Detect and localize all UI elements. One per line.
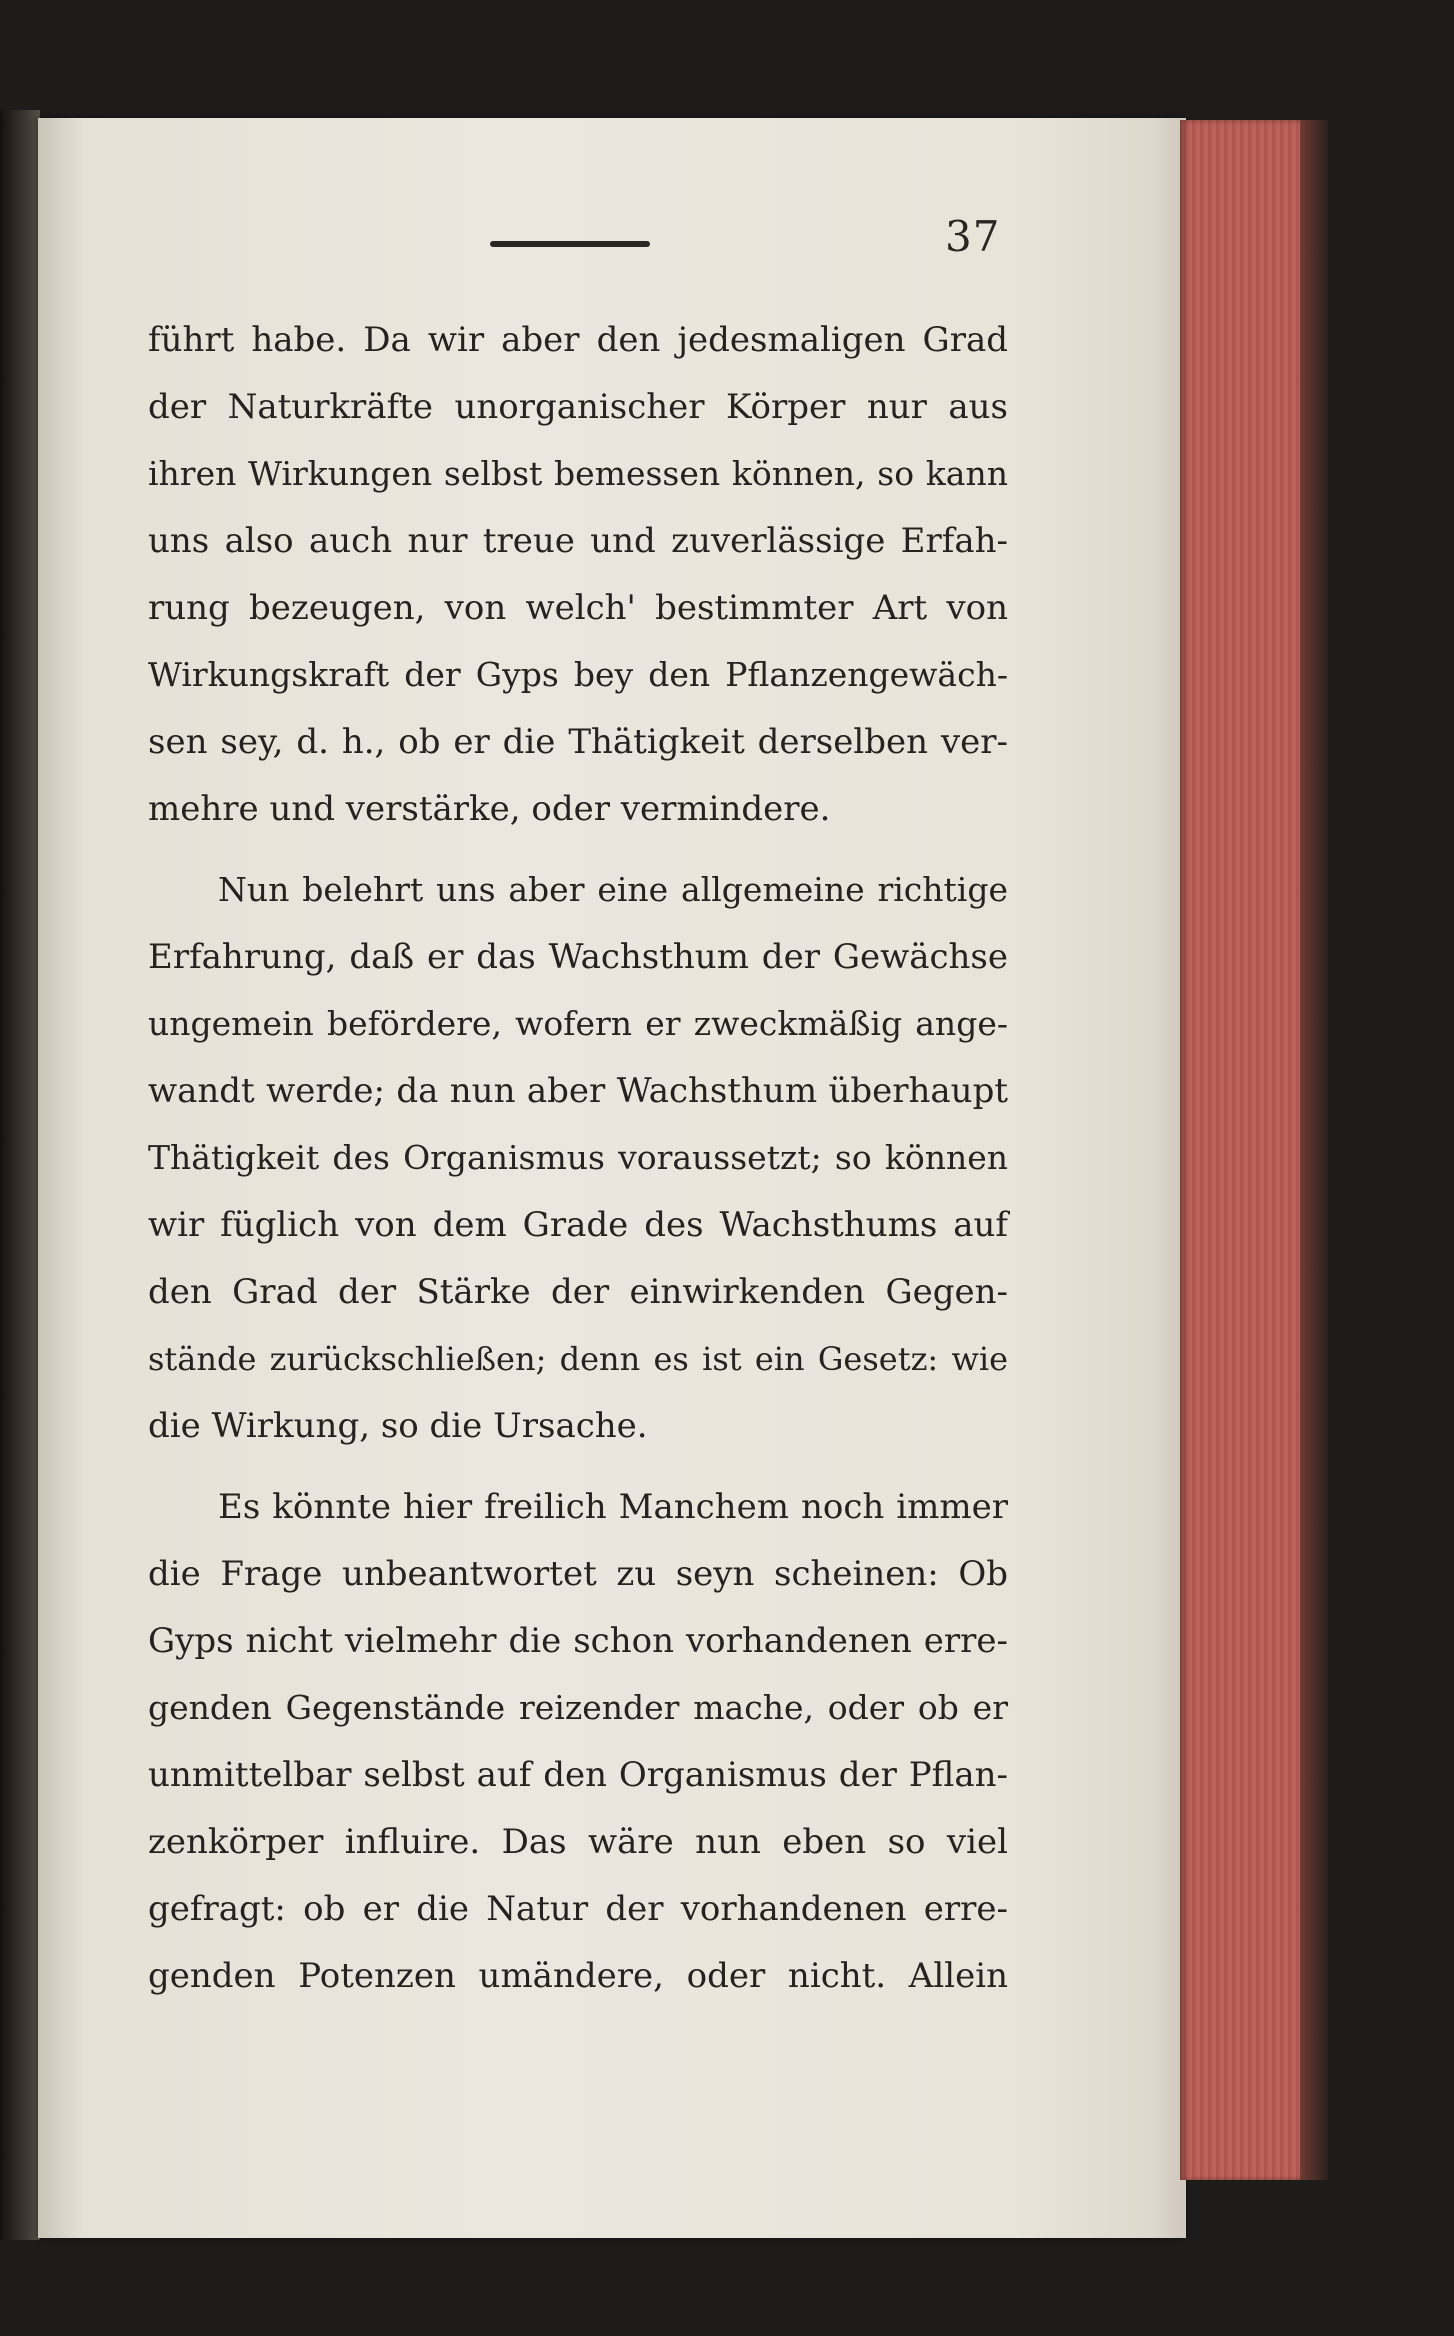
book-cover-shadow — [1300, 120, 1328, 2180]
text-line: genden Potenzen umändere, oder nicht. Allein — [148, 1956, 1008, 1996]
text-line: der Naturkräfte unorganischer Körper nur aus — [148, 387, 1008, 427]
page-number: 37 — [945, 212, 1001, 261]
text-line: Wirkungskraft der Gyps bey den Pflanzengewäch- — [148, 655, 1008, 694]
header-rule — [490, 241, 650, 247]
text-line: sen sey, d. h., ob er die Thätigkeit derselben ver- — [148, 722, 1008, 762]
text-line: die Wirkung, so die Ursache. — [148, 1406, 648, 1446]
text-line: mehre und verstärke, oder vermindere. — [148, 789, 831, 829]
text-line: den Grad der Stärke der einwirkenden Gegen- — [148, 1272, 1008, 1312]
text-line: zenkörper influire. Das wäre nun eben so viel — [148, 1822, 1008, 1862]
text-line: rung bezeugen, von welch' bestimmter Art von — [148, 588, 1008, 628]
text-line: wir füglich von dem Grade des Wachsthums auf — [148, 1205, 1008, 1245]
text-line: Gyps nicht vielmehr die schon vorhandenen erre- — [148, 1621, 1008, 1661]
text-line: ungemein befördere, wofern er zweckmäßig ange- — [148, 1004, 1008, 1043]
text-line: gefragt: ob er die Natur der vorhandenen erre- — [148, 1889, 1008, 1929]
text-line: genden Gegenstände reizender mache, oder ob er — [148, 1688, 1008, 1727]
text-line: ihren Wirkungen selbst bemessen können, so kann — [148, 454, 1008, 493]
text-line: Erfahrung, daß er das Wachsthum der Gewächse — [148, 937, 1008, 977]
red-page-edges — [1180, 120, 1310, 2180]
text-line: stände zurückschließen; denn es ist ein Gesetz: wie — [148, 1340, 1008, 1378]
text-line: die Frage unbeantwortet zu seyn scheinen: Ob — [148, 1554, 1008, 1594]
text-line: uns also auch nur treue und zuverlässige Erfah- — [148, 521, 1008, 561]
text-line: Nun belehrt uns aber eine allgemeine richtige — [218, 870, 1008, 909]
text-line: führt habe. Da wir aber den jedesmaligen Grad — [148, 320, 1008, 360]
left-page-edge — [0, 110, 40, 2240]
text-line: wandt werde; da nun aber Wachsthum überhaupt — [148, 1071, 1008, 1111]
text-line: Thätigkeit des Organismus voraussetzt; so können — [148, 1138, 1008, 1177]
text-line: Es könnte hier freilich Manchem noch immer — [218, 1487, 1008, 1527]
text-line: unmittelbar selbst auf den Organismus der Pflan- — [148, 1755, 1008, 1795]
